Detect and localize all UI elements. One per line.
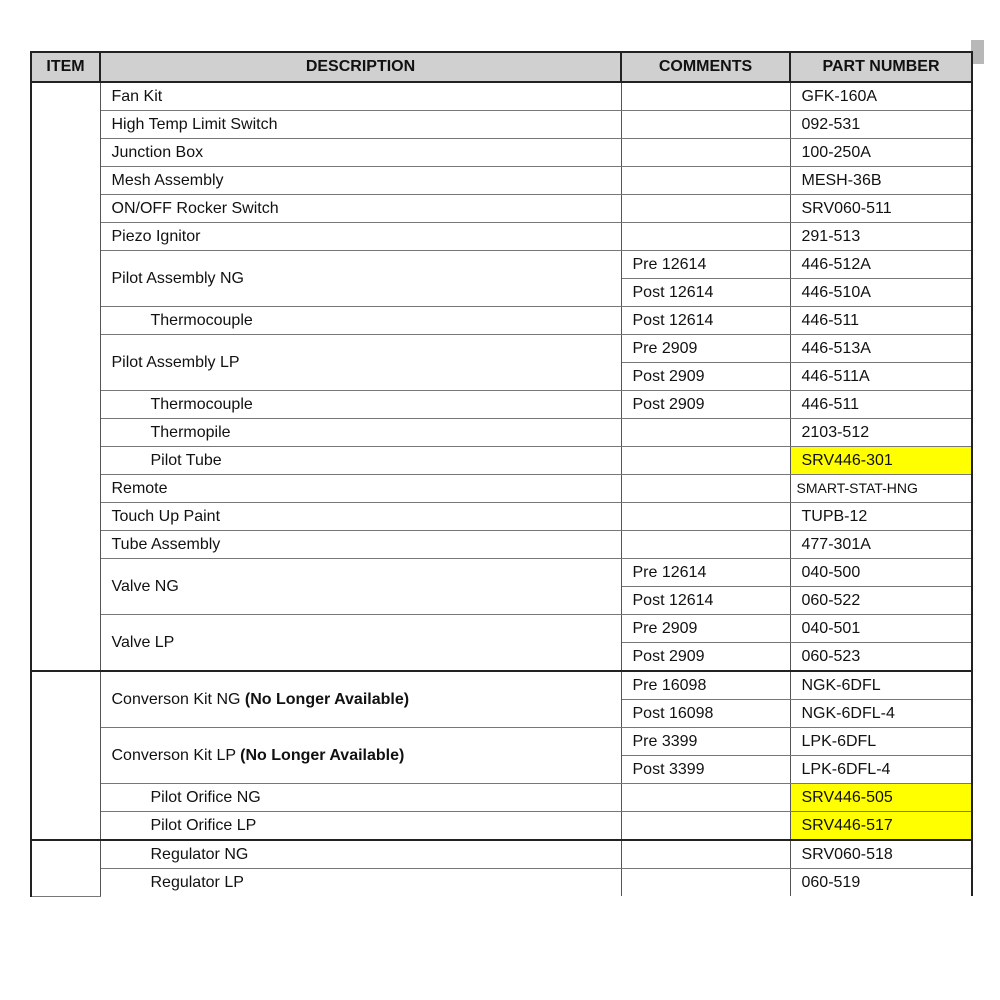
table-row: [31, 195, 972, 223]
header-comments: COMMENTS: [621, 52, 790, 82]
comment-cell: [621, 840, 790, 869]
comment-cell: [621, 167, 790, 195]
part-number-cell: 060-522: [790, 587, 972, 615]
part-number-cell: 092-531: [790, 111, 972, 139]
comment-cell: Post 12614: [621, 279, 790, 307]
comment-cell: [621, 223, 790, 251]
comment-cell: [621, 82, 790, 111]
part-number-cell: GFK-160A: [790, 82, 972, 111]
description-cell: Fan Kit: [100, 82, 621, 111]
unavailable-note: (No Longer Available): [240, 747, 405, 764]
table-row: [31, 840, 972, 869]
comment-cell: [621, 812, 790, 841]
part-number-cell: 446-511: [790, 307, 972, 335]
comment-cell: Pre 16098: [621, 671, 790, 700]
comment-cell: [621, 503, 790, 531]
description-cell: Mesh Assembly: [100, 167, 621, 195]
description-cell: Valve NG: [100, 559, 621, 615]
part-number-cell: 060-523: [790, 643, 972, 672]
part-number-cell: 040-501: [790, 615, 972, 643]
part-number-cell: 477-301A: [790, 531, 972, 559]
part-number-cell: 446-510A: [790, 279, 972, 307]
description-cell: Pilot Orifice NG: [100, 784, 621, 812]
comment-cell: [621, 784, 790, 812]
header-description: DESCRIPTION: [100, 52, 621, 82]
comment-cell: Post 2909: [621, 363, 790, 391]
table-row: [31, 671, 972, 700]
description-cell: Regulator NG: [100, 840, 621, 869]
description-cell: Junction Box: [100, 139, 621, 167]
comment-cell: [621, 475, 790, 503]
item-cell: [31, 671, 100, 840]
table-row: [31, 391, 972, 419]
comment-cell: Post 2909: [621, 391, 790, 419]
part-number-cell-highlighted: SRV446-517: [790, 812, 972, 841]
part-number-cell: 100-250A: [790, 139, 972, 167]
part-number-cell: 060-519: [790, 869, 972, 897]
part-number-cell: 446-512A: [790, 251, 972, 279]
comment-cell: Pre 2909: [621, 335, 790, 363]
table-row: [31, 503, 972, 531]
table-row: [31, 419, 972, 447]
description-cell: Thermopile: [100, 419, 621, 447]
part-number-cell-highlighted: SRV446-301: [790, 447, 972, 475]
table-row: [31, 167, 972, 195]
description-cell: [100, 728, 621, 784]
comment-cell: Post 12614: [621, 587, 790, 615]
description-cell: Pilot Orifice LP: [100, 812, 621, 841]
table-row: [31, 251, 972, 279]
part-number-cell: 446-513A: [790, 335, 972, 363]
comment-cell: Pre 3399: [621, 728, 790, 756]
part-number-cell: NGK-6DFL-4: [790, 700, 972, 728]
table-row: [31, 447, 972, 475]
part-number-cell: LPK-6DFL: [790, 728, 972, 756]
description-text: Converson Kit LP: [111, 747, 236, 764]
comment-cell: [621, 447, 790, 475]
table-row: [31, 475, 972, 503]
comment-cell: [621, 111, 790, 139]
part-number-cell: 291-513: [790, 223, 972, 251]
description-cell: Pilot Tube: [100, 447, 621, 475]
table-row: [31, 559, 972, 587]
description-cell: Touch Up Paint: [100, 503, 621, 531]
part-number-cell: 446-511A: [790, 363, 972, 391]
table-row: [31, 812, 972, 841]
part-number-cell: MESH-36B: [790, 167, 972, 195]
comment-cell: Pre 12614: [621, 251, 790, 279]
unavailable-note: (No Longer Available): [244, 691, 410, 708]
description-text: Converson Kit NG: [111, 691, 241, 708]
item-cell: [31, 82, 100, 671]
table-row: [31, 728, 972, 756]
table-row: [31, 784, 972, 812]
parts-table: [30, 51, 973, 897]
table-row: [31, 223, 972, 251]
description-cell: [100, 671, 621, 728]
description-cell: Thermocouple: [100, 307, 621, 335]
comment-cell: [621, 195, 790, 223]
item-cell: [31, 840, 100, 896]
table-row: [31, 82, 972, 111]
part-number-cell: 040-500: [790, 559, 972, 587]
header-item: ITEM: [31, 52, 100, 82]
table-row: [31, 615, 972, 643]
part-number-cell: SMART-STAT-HNG: [790, 475, 972, 503]
table-row: [31, 335, 972, 363]
part-number-cell: 446-511: [790, 391, 972, 419]
comment-cell: [621, 419, 790, 447]
comment-cell: Pre 12614: [621, 559, 790, 587]
header-part-number: PART NUMBER: [790, 52, 972, 82]
description-cell: ON/OFF Rocker Switch: [100, 195, 621, 223]
description-cell: Tube Assembly: [100, 531, 621, 559]
description-cell: Pilot Assembly NG: [100, 251, 621, 307]
comment-cell: Post 2909: [621, 643, 790, 672]
table-row: [31, 531, 972, 559]
description-cell: Piezo Ignitor: [100, 223, 621, 251]
comment-cell: Post 12614: [621, 307, 790, 335]
part-number-cell: TUPB-12: [790, 503, 972, 531]
description-cell: High Temp Limit Switch: [100, 111, 621, 139]
table-header-row: [31, 52, 972, 82]
comment-cell: [621, 869, 790, 897]
description-cell: Regulator LP: [100, 869, 621, 897]
table-row: [31, 869, 972, 897]
comment-cell: Post 3399: [621, 756, 790, 784]
part-number-cell: SRV060-518: [790, 840, 972, 869]
description-cell: Remote: [100, 475, 621, 503]
part-number-cell: SRV060-511: [790, 195, 972, 223]
part-number-cell: 2103-512: [790, 419, 972, 447]
description-cell: Pilot Assembly LP: [100, 335, 621, 391]
table-row: [31, 307, 972, 335]
comment-cell: Post 16098: [621, 700, 790, 728]
comment-cell: [621, 531, 790, 559]
description-cell: Thermocouple: [100, 391, 621, 419]
description-cell: Valve LP: [100, 615, 621, 672]
part-number-cell-highlighted: SRV446-505: [790, 784, 972, 812]
comment-cell: [621, 139, 790, 167]
part-number-cell: LPK-6DFL-4: [790, 756, 972, 784]
table-row: [31, 139, 972, 167]
comment-cell: Pre 2909: [621, 615, 790, 643]
part-number-cell: NGK-6DFL: [790, 671, 972, 700]
table-row: [31, 111, 972, 139]
